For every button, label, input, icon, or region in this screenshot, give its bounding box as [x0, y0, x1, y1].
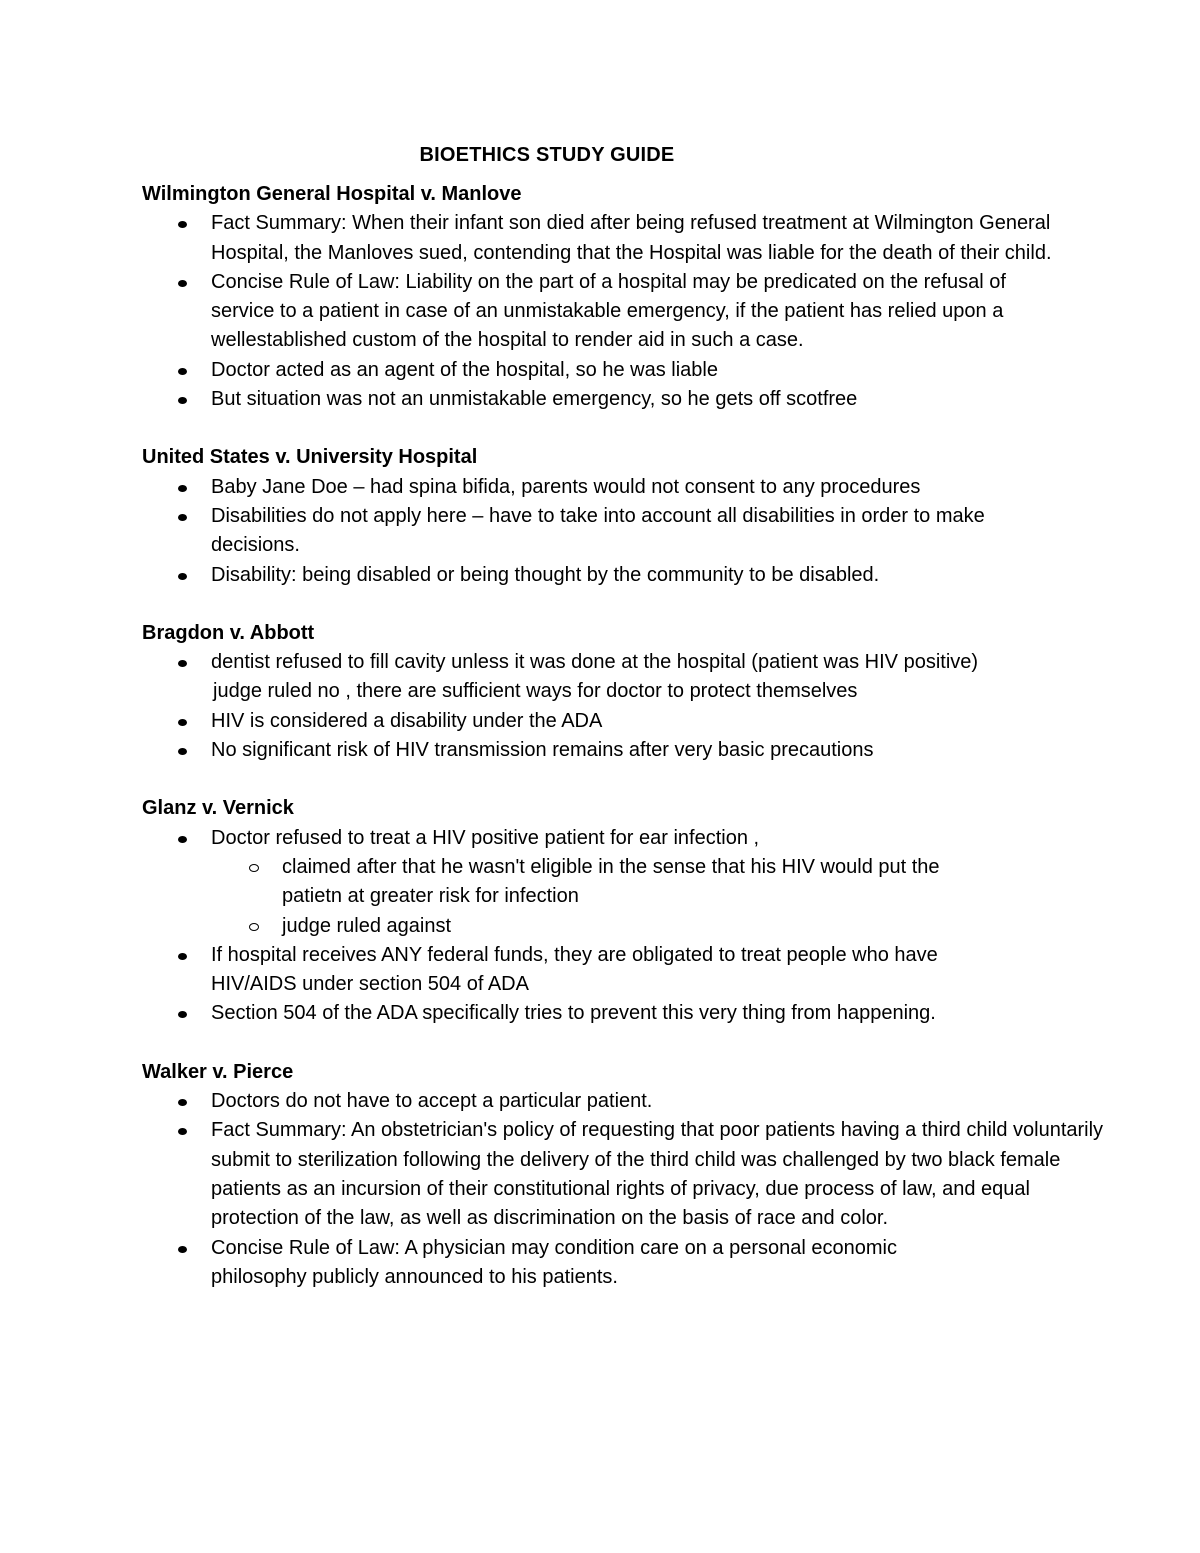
- hollow-bullet-icon: [249, 923, 259, 931]
- sub-list-item-text: claimed after that he wasn't eligible in the sense that his HIV would put the patietn at greater risk for infection: [282, 855, 940, 908]
- bullet-icon: [178, 485, 187, 492]
- list-item-text: Doctor refused to treat a HIV positive patient for ear infection ,: [211, 826, 760, 849]
- list-item-text: Baby Jane Doe – had spina bifida, parents would not consent to any procedures: [211, 475, 921, 498]
- list-item-text: But situation was not an unmistakable emergency, so he gets off scotfree: [211, 388, 858, 411]
- bullet-list: [142, 473, 1057, 590]
- case-section-walker: [142, 1058, 1104, 1292]
- list-item-text: Disability: being disabled or being thought by the community to be disabled.: [211, 563, 880, 586]
- case-heading: United States v. University Hospital: [142, 446, 478, 469]
- bullet-icon: [178, 221, 187, 228]
- bullet-icon: [178, 660, 187, 667]
- bullet-icon: [178, 719, 187, 726]
- case-heading: Wilmington General Hospital v. Manlove: [142, 183, 522, 205]
- hollow-bullet-icon: [249, 864, 259, 872]
- bullet-icon: [178, 514, 187, 521]
- list-item-text: Fact Summary: An obstetrician's policy of requesting that poor patients having a third child voluntarily submit to sterilization following the delivery of the third child was challenged by two black female patients as an incursion of their constitutional rights of privacy, due process of law, and equal protection of the law, as well as discrimination on the basis of race and color.: [211, 1119, 1104, 1230]
- bullet-list: [142, 209, 1057, 414]
- sub-list-item-text: judge ruled against: [282, 914, 452, 937]
- bullet-icon: [178, 368, 187, 375]
- list-item-text: dentist refused to fill cavity unless it was done at the hospital (patient was HIV positive): [211, 651, 979, 674]
- bullet-list: [142, 824, 1057, 1029]
- list-item: [142, 356, 1057, 385]
- case-heading: Bragdon v. Abbott: [142, 621, 315, 644]
- bullet-icon: [178, 1128, 187, 1135]
- list-item-text: Doctor acted as an agent of the hospital, so he was liable: [211, 358, 718, 381]
- case-section-bragdon: [142, 619, 1057, 765]
- list-item-text: Concise Rule of Law: Liability on the part of a hospital may be predicated on the refusal of service to a patient in case of an unmistakable emergency, if the patient has relied upon a wellestablished custom of the hospital to render aid in such a case.: [211, 270, 1006, 352]
- bullet-icon: [178, 1099, 187, 1106]
- case-heading: Glanz v. Vernick: [142, 797, 294, 820]
- bullet-icon: [178, 397, 187, 404]
- document-title: BIOETHICS STUDY GUIDE: [419, 144, 675, 166]
- list-item: [142, 736, 1057, 765]
- list-item: [142, 473, 1057, 502]
- list-item: [142, 1116, 1116, 1233]
- sub-bullet-list: [142, 853, 1057, 941]
- list-item: [142, 385, 1057, 414]
- list-item-text: Section 504 of the ADA specifically tries to prevent this very thing from happening.: [211, 1002, 936, 1025]
- bullet-icon: [178, 573, 187, 580]
- list-item: [142, 209, 1071, 268]
- bullet-list: [142, 648, 1057, 765]
- list-item: [142, 502, 1061, 561]
- list-item-text: If hospital receives ANY federal funds, they are obligated to treat people who have HIV/AIDS under section 504 of ADA: [211, 943, 938, 996]
- list-item-text: Fact Summary: When their infant son died after being refused treatment at Wilmington General Hospital, the Manloves sued, contending that the Hospital was liable for the death of their child.: [211, 212, 1052, 264]
- case-section-glanz: [142, 794, 1057, 1028]
- bullet-icon: [178, 280, 187, 287]
- list-item-text: Doctors do not have to accept a particular patient.: [211, 1090, 653, 1113]
- list-item-continuation: judge ruled no , there are sufficient ways for doctor to protect themselves: [213, 680, 858, 703]
- bullet-icon: [178, 836, 187, 843]
- case-section-university-hospital: [142, 443, 1057, 589]
- list-item: [142, 648, 1057, 707]
- bullet-icon: [178, 1246, 187, 1253]
- list-item-text: HIV is considered a disability under the ADA: [211, 709, 603, 732]
- list-item: [142, 1234, 926, 1293]
- list-item-text: No significant risk of HIV transmission remains after very basic precautions: [211, 739, 874, 762]
- bullet-list: [142, 1087, 1104, 1292]
- list-item: [142, 1087, 1057, 1116]
- document-body: [142, 180, 1104, 1292]
- list-item: [142, 941, 1021, 1000]
- bullet-icon: [178, 1011, 187, 1018]
- sub-list-item: [142, 853, 972, 912]
- list-item: [142, 824, 1057, 941]
- case-section-manlove: [142, 180, 1057, 414]
- case-heading: Walker v. Pierce: [142, 1060, 294, 1083]
- list-item: [142, 999, 1057, 1028]
- list-item: [142, 268, 1046, 356]
- list-item-text: Concise Rule of Law: A physician may condition care on a personal economic philosophy publicly announced to his patients.: [211, 1236, 897, 1288]
- bullet-icon: [178, 748, 187, 755]
- list-item: [142, 561, 1057, 590]
- bullet-icon: [178, 953, 187, 960]
- list-item-text: Disabilities do not apply here – have to take into account all disabilities in order to make decisions.: [211, 504, 985, 557]
- list-item: [142, 707, 1057, 736]
- sub-list-item: [142, 912, 1057, 941]
